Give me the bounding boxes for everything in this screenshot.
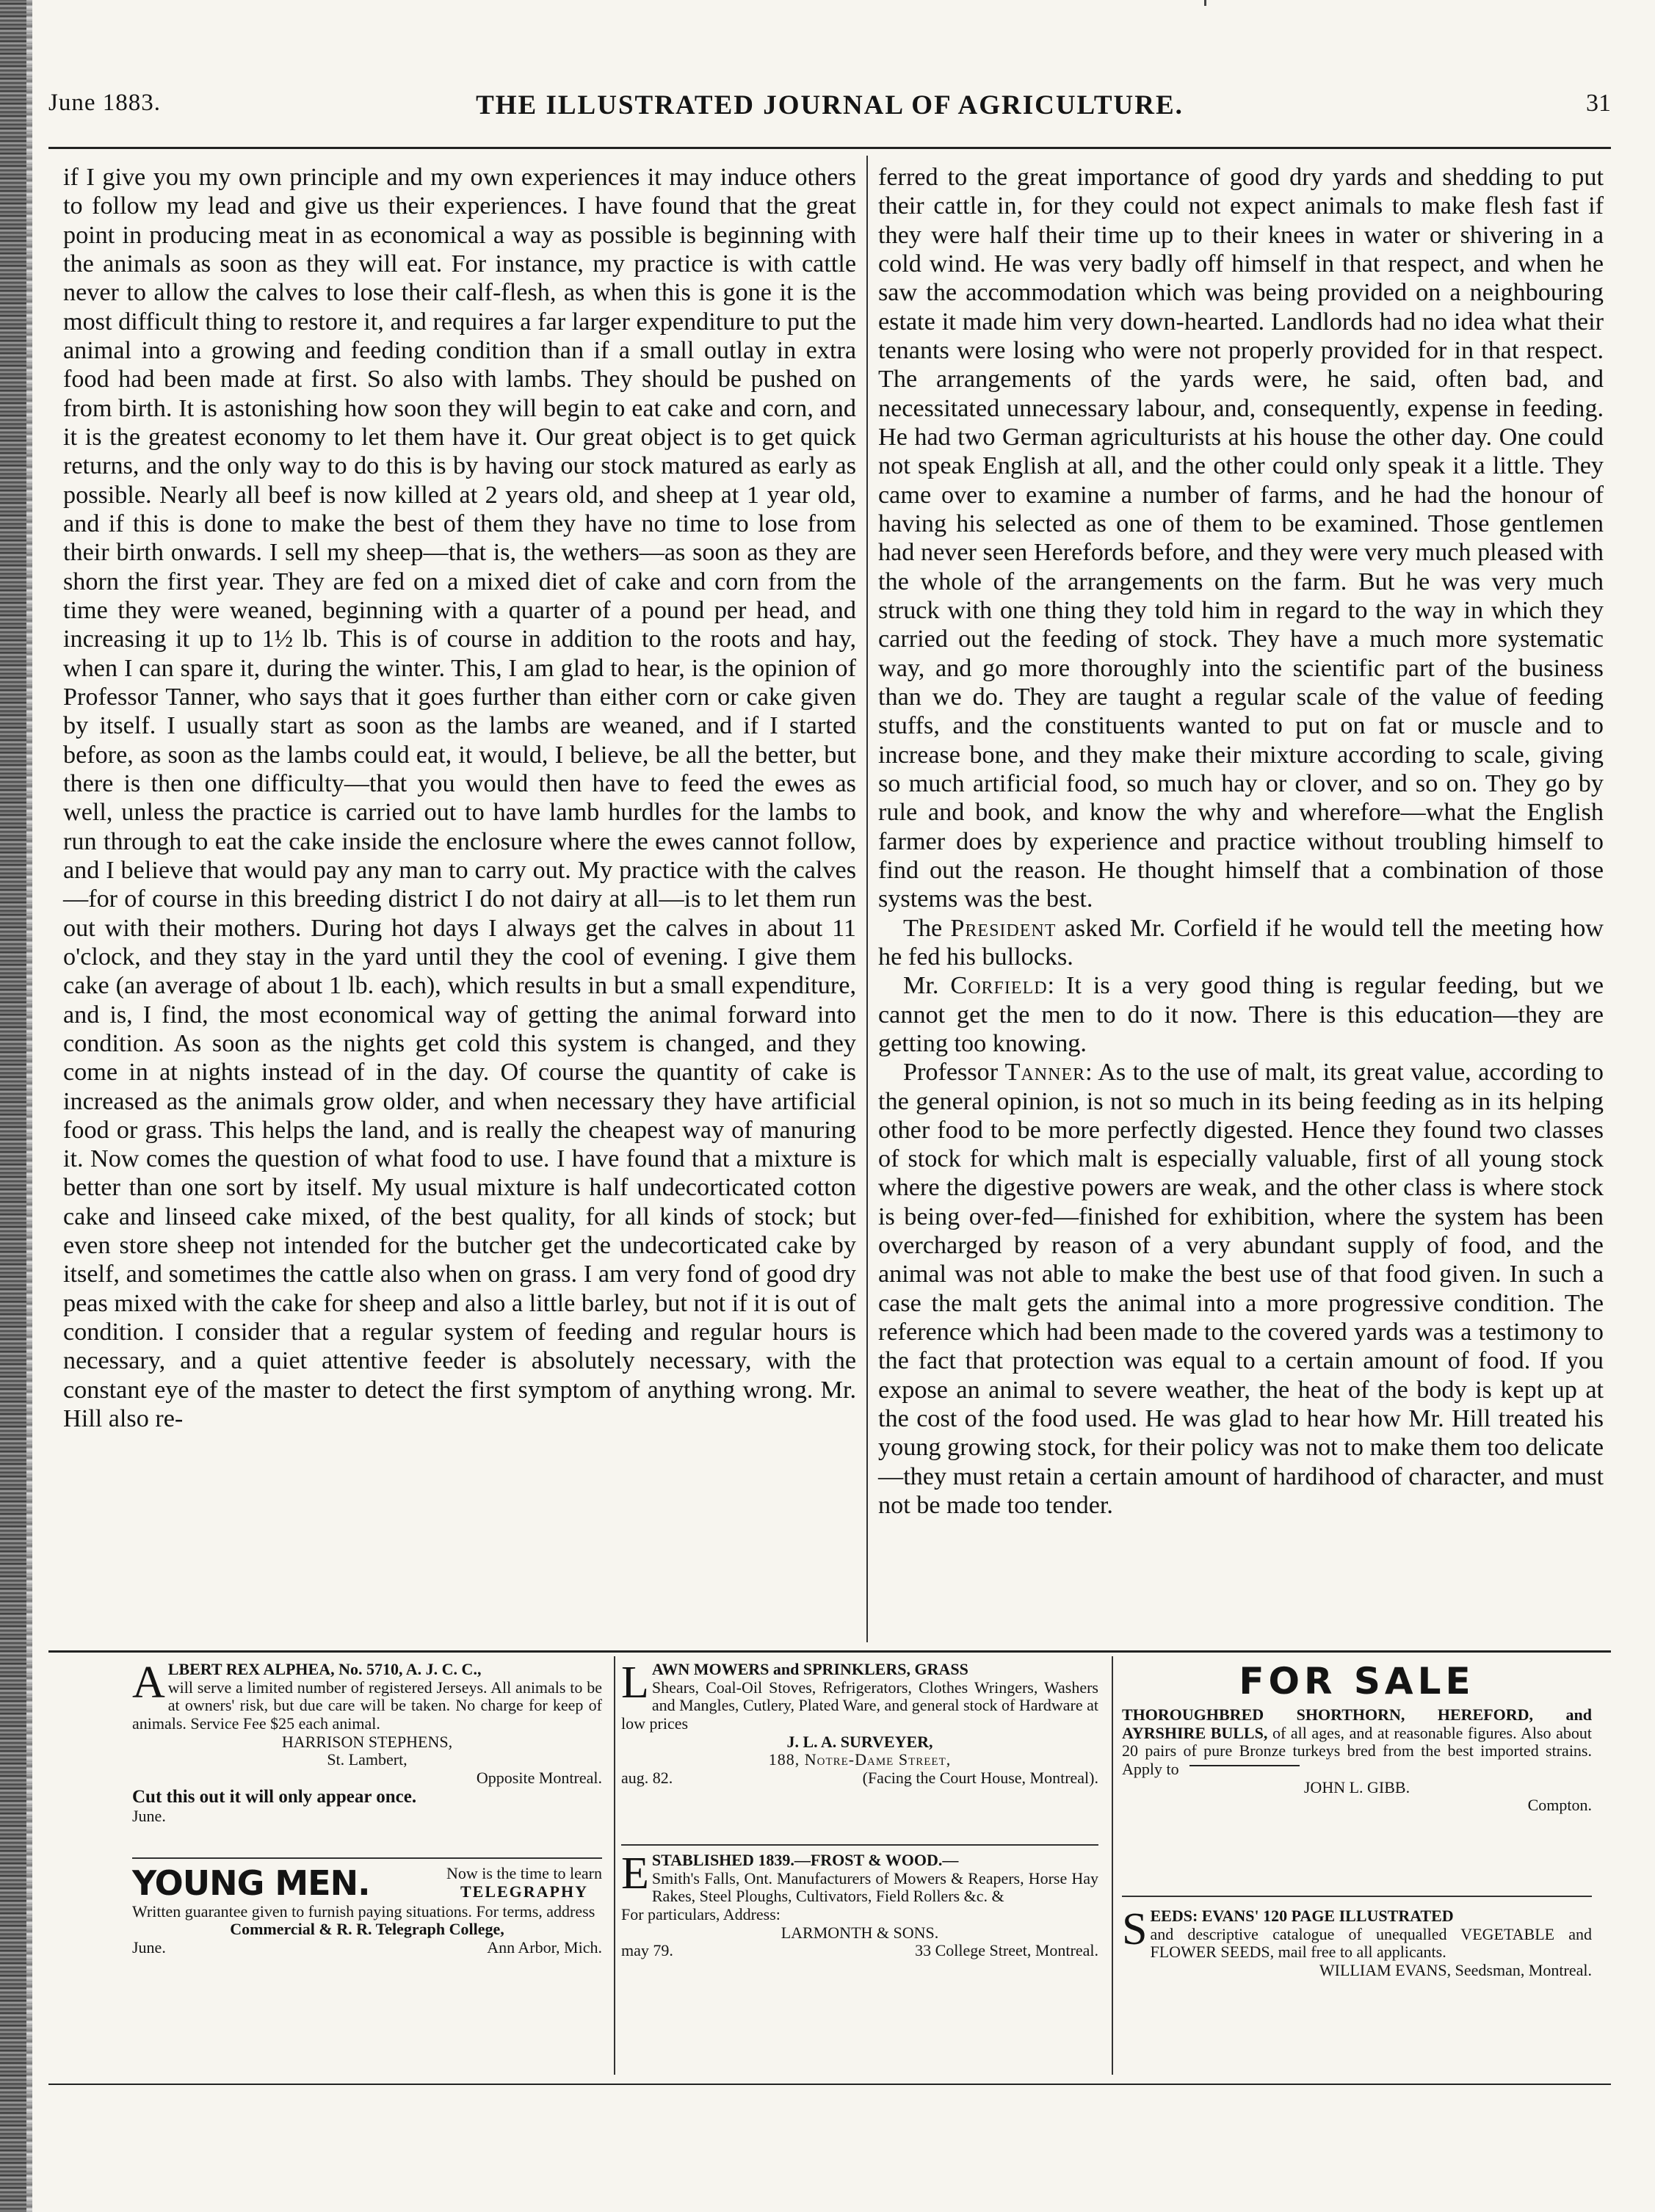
print-speck — [1204, 0, 1206, 6]
ad-frost-wood-contact: For particulars, Address: — [621, 1904, 781, 1923]
ad-young-men-city: Ann Arbor, Mich. — [487, 1937, 602, 1957]
ad-jersey-headline: LBERT REX ALPHEA, No. 5710, A. J. C. C., — [167, 1660, 482, 1678]
ad-seeds-drop-cap: S — [1122, 1904, 1148, 1954]
ad-for-sale-name: JOHN L. GIBB. — [1303, 1777, 1410, 1796]
ad-young-men — [132, 1865, 602, 1957]
ad-jersey — [132, 1658, 602, 1826]
ad-seeds-name: WILLIAM EVANS, Seedsman, Montreal. — [1319, 1960, 1592, 1979]
speaker-president: President — [950, 914, 1057, 942]
page-binding-edge — [0, 0, 26, 2212]
president-intro: The — [903, 914, 951, 942]
president-paragraph — [878, 914, 1604, 972]
ad-separator-middle — [621, 1844, 1098, 1846]
ads-divider-2 — [1112, 1656, 1113, 2075]
speaker-corfield: Corfield — [950, 972, 1048, 1000]
ad-for-sale-headline: FOR SALE — [1239, 1660, 1475, 1702]
ad-for-sale-place: Compton. — [1527, 1796, 1592, 1815]
tanner-intro: Professor — [903, 1059, 1005, 1087]
right-column — [878, 163, 1604, 1520]
tanner-paragraph — [878, 1058, 1604, 1520]
corfield-text: : It is a very good thing is regular feeding, but we cannot get the men to do it now. There is this education—they are getting too knowing. — [878, 972, 1604, 1057]
corfield-paragraph — [878, 971, 1604, 1058]
ad-frost-wood — [621, 1849, 1098, 1960]
ad-separator-right — [1122, 1896, 1592, 1897]
ad-frost-wood-code: may 79. — [621, 1941, 673, 1960]
ad-for-sale — [1122, 1661, 1592, 1815]
ad-jersey-place2: Opposite Montreal. — [476, 1768, 602, 1787]
page-binding-shadow — [26, 0, 32, 2212]
ad-frost-wood-body: Smith's Falls, Ont. Manufacturers of Mowers & Reapers, Horse Hay Rakes, Steel Ploughs, Cultivators, Field Rollers &c. & — [651, 1868, 1098, 1906]
ad-lawn-mowers-drop-cap: L — [621, 1658, 649, 1708]
ad-jersey-place: St. Lambert, — [327, 1750, 408, 1769]
left-column — [63, 163, 856, 1433]
left-paragraph-1: if I give you my own principle and my own experiences it may induce others to follow my lead and give us their experiences. I have found that the great point in producing meat in as economical a way as possible is beginning with the animals as soon as they will eat. For instance, my practice is with cattle never to allow the calves to lose their calf-flesh, as when this is gone it is the most difficult thing to restore it, and requires a far larger expenditure to put the animal into a growing and feeding condition than if a small outlay in extra food had been made at first. So also with lambs. They should be pushed on from birth. It is astonishing how soon they will begin to eat cake and corn, and it is the greatest economy to let them have it. Our great object is to get quick returns, and the only way to do this is by having our stock matured as early as possible. Nearly all beef is now killed at 2 years old, and sheep at 1 year old, and if this is done to make the best of them they have no time to lose from their birth onwards. I sell my sheep—that is, the wethers—as soon as they are shorn the first year. They are fed on a mixed diet of cake and corn from the time they were weaned, beginning with a quarter of a pound per head, and increasing it up to 1½ lb. This is of course in addition to the roots and hay, when I can spare it, during the winter. This, I am glad to hear, is the opinion of Professor Tanner, who says that it goes further than either corn or cake given by itself. I usually start as soon as the lambs are weaned, and if I started before, as soon as the lambs could eat, it would, I believe, be all the better, but there is then one difficulty—that you would then have to feed the ewes as well, unless the practice is carried out to have lamb hurdles for the lambs to run through to eat the cake inside the enclosure where the ewes cannot follow, and I believe that would pay any man to carry out. My practice with the calves—for of course in this breeding district I do not dairy at all—is to let them run out with their mothers. During hot days I always get the calves in about 11 o'clock, and they stay in the yard until they the cool of evening. I give them cake (an average of about 1 lb. each), which results in but a small expenditure, and is, I find, the most economical way of getting the animal forward into condition. As soon as the nights get cold this system is changed, and they come in at nights instead of in the day. Of course the quantity of cake is increased as the animals grow older, and when necessary they have artificial food or grass. This helps the land, and is really the cheapest way of manuring it. Now comes the question of what food to use. I have found that a mixture is better than one sort by itself. My usual mixture is half undecorticated cotton cake and linseed cake mixed, of the best quality, for all kinds of stock; but even store sheep not intended for the butcher get the undecorticated cake by itself, and sometimes the cattle also when on grass. I am very fond of good dry peas mixed with the cake for sheep and also a little barley, but not if it is out of condition. I consider that a regular system of feeding and regular hours is necessary, and a quiet attentive feeder is absolutely necessary, with the constant eye of the master to detect the first symptom of anything wrong. Mr. Hill also re- — [63, 164, 856, 1433]
page-header — [48, 90, 1611, 129]
ad-lawn-mowers-address2: (Facing the Court House, Montreal). — [862, 1768, 1098, 1787]
header-date: June 1883. — [48, 90, 161, 116]
ad-lawn-mowers-code: aug. 82. — [621, 1768, 673, 1787]
ad-jersey-month: June. — [132, 1807, 166, 1826]
ad-young-men-month: June. — [132, 1937, 166, 1957]
column-divider — [866, 156, 868, 1642]
ad-young-men-tagline: Now is the time to learn — [446, 1864, 602, 1882]
ads-divider-1 — [614, 1656, 615, 2075]
ad-lawn-mowers — [621, 1658, 1098, 1787]
speaker-tanner: Tanner — [1004, 1059, 1086, 1087]
ad-jersey-notice: Cut this out it will only appear once. — [132, 1787, 417, 1807]
ad-frost-wood-name: LARMONTH & SONS. — [781, 1923, 939, 1942]
ad-young-men-headline: YOUNG MEN. — [132, 1863, 370, 1903]
ad-jersey-drop-cap: A — [132, 1658, 165, 1708]
ad-seeds-body: and descriptive catalogue of unequalled VEGETABLE and FLOWER SEEDS, mail free to all applicants. — [1150, 1924, 1592, 1962]
ad-frost-wood-drop-cap: E — [621, 1849, 649, 1899]
corfield-intro: Mr. — [903, 972, 951, 1000]
ad-jersey-name: HARRISON STEPHENS, — [281, 1732, 453, 1751]
header-rule — [48, 147, 1611, 149]
ad-young-men-body: Written guarantee given to furnish paying situations. For terms, address — [132, 1901, 595, 1921]
ad-young-men-subject: TELEGRAPHY — [460, 1882, 588, 1901]
ads-top-rule — [48, 1650, 1611, 1653]
journal-title: THE ILLUSTRATED JOURNAL OF AGRICULTURE. — [476, 90, 1184, 120]
ad-young-men-college: Commercial & R. R. Telegraph College, — [230, 1920, 504, 1939]
ad-seeds-headline: EEDS: EVANS' 120 PAGE ILLUSTRATED — [1150, 1907, 1454, 1925]
page-number: 31 — [1586, 90, 1611, 117]
ad-for-sale-body-lead: THOROUGHBRED SHORTHORN, HEREFORD, and AYRSHIRE BULLS, — [1122, 1705, 1592, 1742]
ad-seeds — [1122, 1904, 1592, 1980]
right-paragraph-1: ferred to the great importance of good dry yards and shedding to put their cattle in, for they could not expect animals to make flesh fast if they were half their time up to their knees in water or shivering in a cold wind. He was very badly off himself in that respect, and when he saw the accommodation which was being provided on a neighbouring estate it made him very down-hearted. Landlords had no idea what their tenants were losing who were not properly provided for in that respect. The arrangements of the yards were, he said, often bad, and necessitated unnecessary labour, and, consequently, expense in feeding. He had two German agriculturists at his house the other day. One could not speak English at all, and the other could only speak it a little. They came over to examine a number of farms, and he had the honour of having his selected as one of them to be examined. Those gentlemen had never seen Herefords before, and they were very much pleased with the whole of the arrangements on the farm. But he was very much struck with one thing they told him in regard to the way in which they carried out the feeding of stock. They have a much more systematic way, and go more thoroughly into the scientific part of the business than we do. They are taught a regular scale of the value of feeding stuffs, and the constituents wanted to put on fat or muscle and to increase bone, and they make their mixture according to scale, giving so much artificial food, so much hay or clover, and so on. They go by rule and book, and know the why and wherefore—what the English farmer does by experience and practice without troubling himself to find out the reason. He thought himself that a combination of those systems was the best. — [878, 164, 1604, 913]
ad-frost-wood-headline: STABLISHED 1839.—FROST & WOOD.— — [651, 1851, 959, 1869]
ad-lawn-mowers-name: J. L. A. SURVEYER, — [786, 1732, 933, 1751]
ads-bottom-rule — [48, 2084, 1611, 2085]
ad-separator-left — [132, 1857, 602, 1859]
ad-lawn-mowers-body: Shears, Coal-Oil Stoves, Refrigerators, Clothes Wringers, Washers and Mangles, Cutlery, Plated Ware, and general stock of Hardware at low prices — [621, 1678, 1098, 1733]
ad-lawn-mowers-address: 188, Notre-Dame Street, — [768, 1750, 952, 1769]
ad-for-sale-body: of all ages, and at reasonable figures. Also about 20 pairs of pure Bronze turkeys bred from the best imported strains. Apply to — [1122, 1723, 1593, 1778]
tanner-text: : As to the use of malt, its great value, according to the general opinion, is not so much in its being feeding as in its helping other food to be more perfectly digested. Hence they found two classes of stock for which malt is especially valuable, first of all young stock where the digestive powers are weak, and the other class is where stock is being over-fed—finished for exhibition, where the system has been overcharged by reason of a very abundant supply of food, and the animal was not able to make the best use of that food given. In such a case the malt gets the animal into a more progressive condition. The reference which had been made to the covered yards was a testimony to the fact that protection was equal to a certain amount of food. If you expose an animal to severe weather, the heat of the body is kept up at the cost of the food used. He was glad to hear how Mr. Hill treated his young growing stock, for their policy was not to make them too delicate—they must retain a certain amount of hardihood of character, and must not be made too tender. — [878, 1059, 1604, 1520]
ad-jersey-body: will serve a limited number of registered Jerseys. All animals to be at owners' risk, but due care will be taken. No charge for keep of animals. Service Fee $25 each animal. — [132, 1678, 602, 1733]
president-text: asked Mr. Corfield if he would tell the meeting how he fed his bullocks. — [878, 914, 1604, 971]
ad-lawn-mowers-headline: AWN MOWERS and SPRINKLERS, GRASS — [651, 1660, 968, 1678]
ad-frost-wood-address: 33 College Street, Montreal. — [915, 1941, 1098, 1960]
